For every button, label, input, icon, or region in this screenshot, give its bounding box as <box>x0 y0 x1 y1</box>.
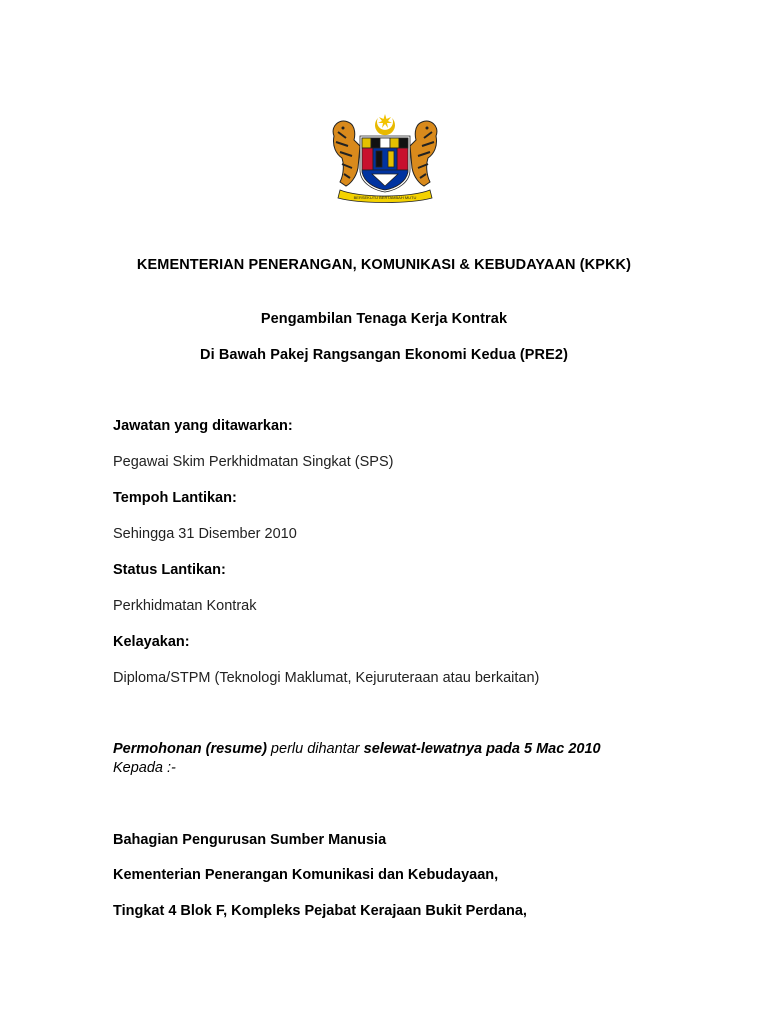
address-line-3: Tingkat 4 Blok F, Kompleks Pejabat Kerajaan Bukit Perdana, <box>113 903 527 919</box>
application-resume: Permohonan (resume) <box>113 741 267 757</box>
coat-of-arms-logo <box>326 112 444 204</box>
ministry-title: KEMENTERIAN PENERANGAN, KOMUNIKASI & KEBUDAYAAN (KPKK) <box>136 257 632 273</box>
section-heading-status: Status Lantikan: <box>113 562 226 578</box>
section-value-qualification: Diploma/STPM (Teknologi Maklumat, Kejuruteraan atau berkaitan) <box>113 670 540 686</box>
section-heading-period: Tempoh Lantikan: <box>113 490 237 506</box>
section-value-status: Perkhidmatan Kontrak <box>113 598 257 614</box>
address-line-2: Kementerian Penerangan Komunikasi dan Kebudayaan, <box>113 867 499 883</box>
application-note <box>113 741 601 757</box>
application-deadline: selewat-lewatnya pada 5 Mac 2010 <box>363 741 601 757</box>
section-value-period: Sehingga 31 Disember 2010 <box>113 526 297 542</box>
subtitle-package: Di Bawah Pakej Rangsangan Ekonomi Kedua (PRE2) <box>200 347 568 363</box>
application-send: perlu dihantar <box>266 741 364 757</box>
section-heading-position: Jawatan yang ditawarkan: <box>113 418 293 434</box>
crest-motto: BERSEKUTU BERTAMBAH MUTU <box>353 195 417 200</box>
application-kepada: Kepada :- <box>113 760 176 776</box>
section-value-position: Pegawai Skim Perkhidmatan Singkat (SPS) <box>113 454 394 470</box>
section-heading-qualification: Kelayakan: <box>113 634 190 650</box>
subtitle-recruitment: Pengambilan Tenaga Kerja Kontrak <box>260 311 508 327</box>
address-line-1: Bahagian Pengurusan Sumber Manusia <box>113 832 387 848</box>
